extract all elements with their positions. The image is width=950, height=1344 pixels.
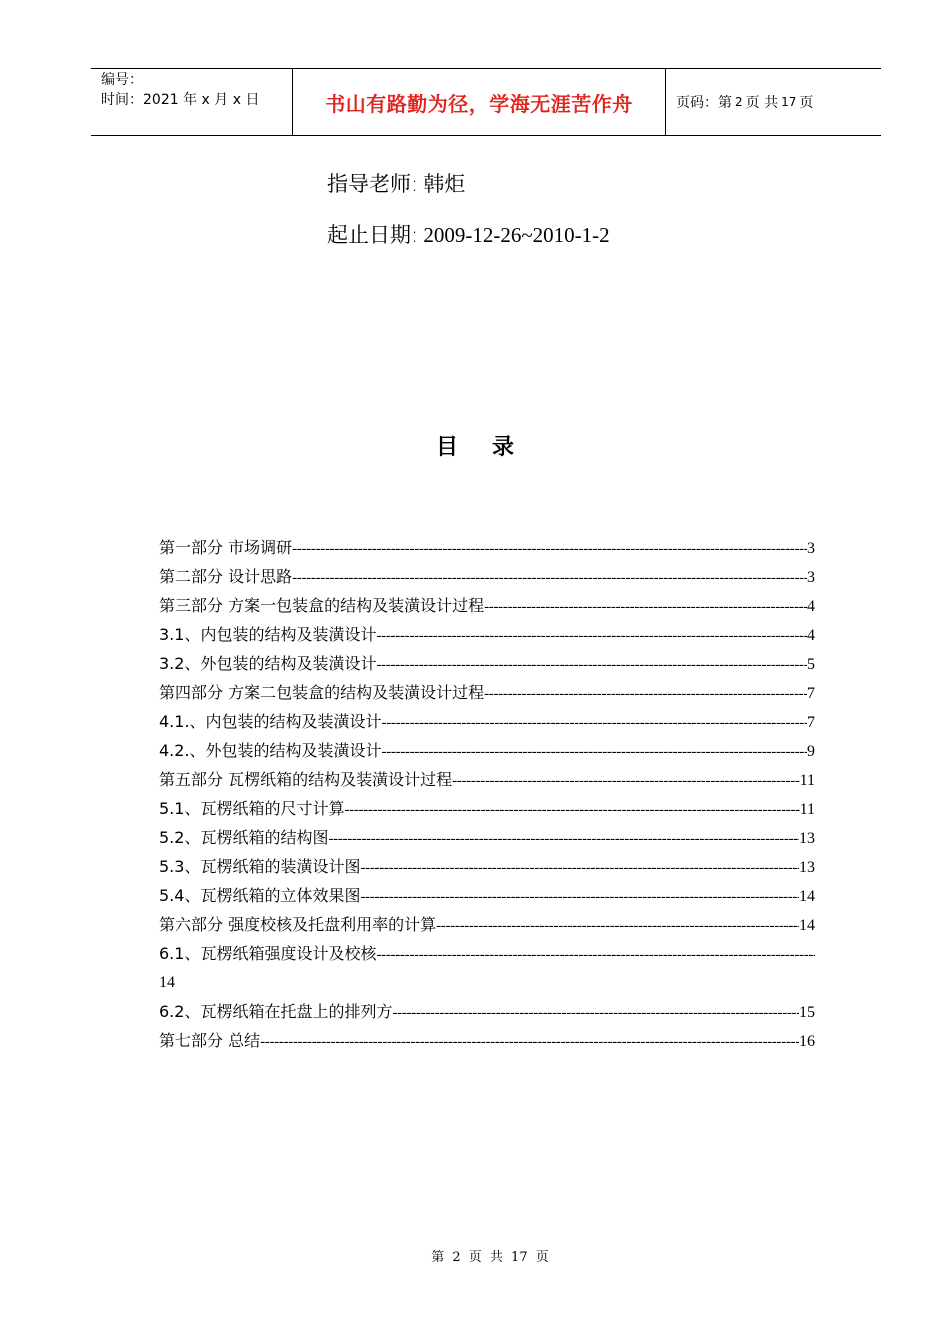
toc-entry[interactable] <box>159 997 815 1026</box>
toc-entry-text: 5.4、瓦楞纸箱的立体效果图 <box>159 886 361 905</box>
toc-entry-page: 7 <box>807 685 815 702</box>
advisor-name: 韩炬 <box>423 172 466 196</box>
toc-entry[interactable] <box>159 736 815 765</box>
toc-entry[interactable] <box>159 823 815 852</box>
toc-entry-page: 15 <box>799 1004 815 1021</box>
document-number-label: 编号： <box>101 72 143 88</box>
toc-entry-page: 13 <box>799 859 815 876</box>
toc-leader <box>260 1028 799 1055</box>
toc-entry-page: 11 <box>799 801 815 818</box>
toc-entry-page: 14 <box>159 974 175 991</box>
toc-entry[interactable] <box>159 794 815 823</box>
toc-entry-page: 7 <box>807 714 815 731</box>
page-info-total: 17 <box>781 95 797 109</box>
toc-entry-text: 5.1、瓦楞纸箱的尺寸计算 <box>159 799 345 818</box>
toc-entry-page: 3 <box>807 569 815 586</box>
toc-entry-page: 5 <box>807 656 815 673</box>
toc-entry-text: 3.2、外包装的结构及装潢设计 <box>159 654 377 673</box>
toc-entry-text: 第二部分 设计思路 <box>159 567 293 586</box>
page-info-prefix: 页码：第 <box>676 95 732 111</box>
header-motto-cell <box>293 69 666 135</box>
toc-entry-text: 5.3、瓦楞纸箱的装潢设计图 <box>159 857 361 876</box>
toc-leader <box>376 651 807 678</box>
toc-entry[interactable] <box>159 533 815 562</box>
toc-leader <box>360 854 799 881</box>
toc-entry[interactable] <box>159 678 815 707</box>
toc-entry-page: 13 <box>799 830 815 847</box>
toc-entry[interactable] <box>159 649 815 678</box>
toc-entry-text: 第三部分 方案一包装盒的结构及装潢设计过程 <box>159 596 485 615</box>
toc-entry-page: 4 <box>807 598 815 615</box>
page-footer: 第 2 页 共 17 页 <box>431 1250 549 1265</box>
toc-leader <box>382 709 807 736</box>
toc-entry-page: 3 <box>807 540 815 557</box>
toc-leader <box>292 535 807 562</box>
date-range: 2009-12-26~2010-1-2 <box>423 223 610 247</box>
toc-entry[interactable] <box>159 852 815 881</box>
toc-entry-text: 第六部分 强度校核及托盘利用率的计算 <box>159 915 437 934</box>
toc-entry[interactable] <box>159 591 815 620</box>
header-page-info <box>666 69 881 135</box>
toc-entry-page: 4 <box>807 627 815 644</box>
date-line <box>327 219 610 249</box>
toc-entry[interactable] <box>159 881 815 910</box>
toc-entry[interactable] <box>159 620 815 649</box>
date-label: 起止日期: <box>327 223 419 247</box>
toc-leader <box>344 796 799 823</box>
toc-entry-text: 第五部分 瓦楞纸箱的结构及装潢设计过程 <box>159 770 453 789</box>
toc-entry-text: 第四部分 方案二包装盒的结构及装潢设计过程 <box>159 683 485 702</box>
header-meta <box>91 69 293 135</box>
page-info-suffix: 页 <box>799 95 814 111</box>
toc-entry-text: 第七部分 总结 <box>159 1031 261 1050</box>
toc-leader <box>436 912 799 939</box>
toc-entry-page: 14 <box>799 917 815 934</box>
toc-entry-text: 5.2、瓦楞纸箱的结构图 <box>159 828 329 847</box>
toc-entry[interactable] <box>159 910 815 939</box>
toc-entry[interactable] <box>159 707 815 736</box>
toc-entry-text: 3.1、内包装的结构及装潢设计 <box>159 625 377 644</box>
toc-entry[interactable] <box>159 562 815 591</box>
table-of-contents <box>159 533 815 1055</box>
toc-entry-page: 11 <box>799 772 815 789</box>
toc-leader <box>382 738 807 765</box>
toc-entry[interactable] <box>159 1026 815 1055</box>
page-info-current: 2 <box>735 95 743 109</box>
toc-entry-page: 9 <box>807 743 815 760</box>
toc-entry-text: 6.2、瓦楞纸箱在托盘上的排列方 <box>159 1002 393 1021</box>
toc-entry-text: 第一部分 市场调研 <box>159 538 293 557</box>
toc-leader <box>452 767 800 794</box>
toc-leader <box>360 883 799 910</box>
toc-leader <box>484 680 807 707</box>
toc-title: 目录 <box>435 435 548 460</box>
page-header <box>91 68 881 136</box>
toc-entry[interactable] <box>159 939 815 968</box>
toc-leader <box>376 622 807 649</box>
toc-entry-page-wrap <box>159 968 815 997</box>
toc-entry-text: 4.1.、内包装的结构及装潢设计 <box>159 712 382 731</box>
toc-leader <box>376 941 815 968</box>
toc-leader <box>392 999 799 1026</box>
page-info-mid: 页 共 <box>745 95 779 111</box>
toc-entry-page: 16 <box>799 1033 815 1050</box>
toc-leader <box>292 564 807 591</box>
toc-entry-page: 14 <box>799 888 815 905</box>
toc-entry-text: 4.2.、外包装的结构及装潢设计 <box>159 741 382 760</box>
header-motto: 书山有路勤为径，学海无涯苦作舟 <box>325 91 633 116</box>
document-time-label: 时间：2021 年 x 月 x 日 <box>101 92 260 108</box>
toc-leader <box>484 593 807 620</box>
toc-entry[interactable] <box>159 765 815 794</box>
advisor-line <box>327 168 465 198</box>
toc-leader <box>328 825 799 852</box>
advisor-label: 指导老师: <box>327 172 419 196</box>
toc-entry-text: 6.1、瓦楞纸箱强度设计及校核 <box>159 944 377 963</box>
